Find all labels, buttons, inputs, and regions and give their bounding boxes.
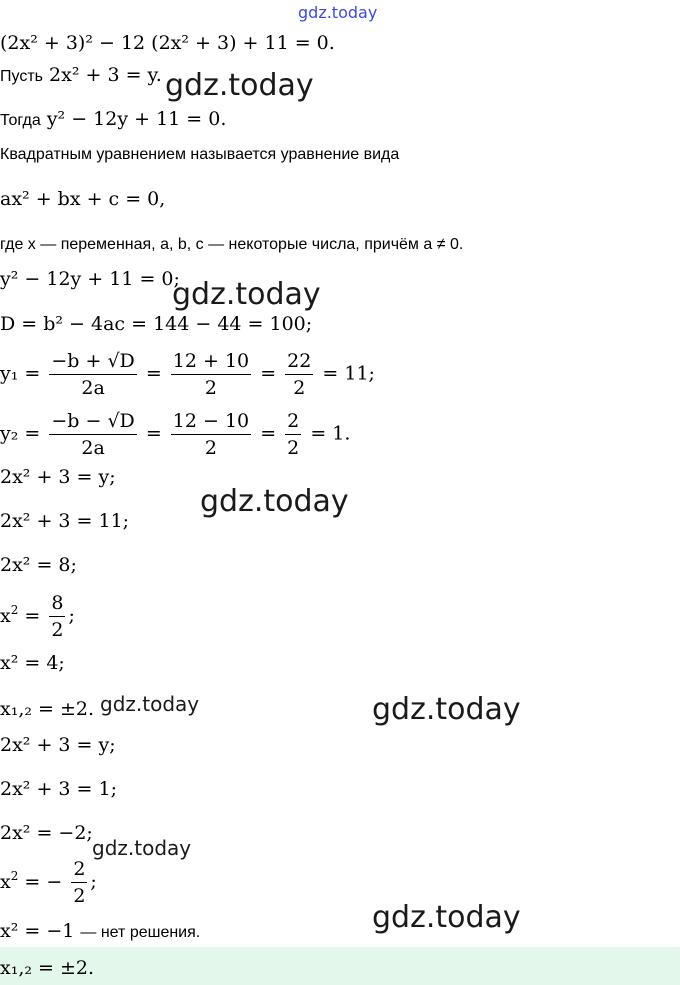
watermark-logo: gdz.today <box>92 836 192 860</box>
text-label: Пусть <box>0 68 43 85</box>
denominator: 2 <box>51 619 64 641</box>
step-line: 2x² = −2; <box>0 822 93 844</box>
denominator: 2a <box>81 437 105 459</box>
fraction <box>49 350 136 399</box>
no-solution-text: — нет решения. <box>80 924 201 941</box>
text-label: Тогда <box>0 112 41 129</box>
fraction <box>285 350 313 399</box>
denominator: 2a <box>81 377 105 399</box>
denominator: 2 <box>204 437 218 459</box>
watermark-logo: gdz.today <box>172 277 321 312</box>
math-expression: (2x² + 3)² − 12 (2x² + 3) + 11 = 0. <box>0 32 335 54</box>
watermark-logo: gdz.today <box>165 68 314 103</box>
math-expression: y² − 12y + 11 = 0. <box>46 108 227 130</box>
root-y1-line: y₁ = $\frac{-b + √D}{2a}$ = $\frac{12 + 10}{2}$ = $\frac{22}{2}$ = 11; <box>0 350 375 399</box>
substitution-line <box>0 64 162 86</box>
fraction <box>171 350 251 399</box>
math-expression: x² = −1 <box>0 920 75 942</box>
equation-line <box>0 32 335 54</box>
root-label: y₂ = <box>0 422 41 445</box>
fraction <box>49 410 136 459</box>
result: = 1. <box>310 422 351 445</box>
step-line: $x^2$ = − $\frac{2}{2}$ ; <box>0 858 97 907</box>
step-line: 2x² + 3 = y; <box>0 734 116 756</box>
watermark-logo: gdz.today <box>372 900 521 935</box>
watermark-logo: gdz.today <box>200 484 349 519</box>
step-line: 2x² + 3 = 11; <box>0 510 130 532</box>
step-line <box>0 920 200 942</box>
quadratic-equation: y² − 12y + 11 = 0; <box>0 268 180 290</box>
answer-box <box>0 947 680 985</box>
denominator: 2 <box>293 377 306 399</box>
watermark-top: gdz.today <box>298 3 378 22</box>
fraction <box>285 410 301 459</box>
numerator: −b − √D <box>49 410 136 435</box>
definition-text: Квадратным уравнением называется уравнение вида <box>0 146 400 163</box>
numerator: 22 <box>285 350 313 375</box>
step-line: x₁,₂ = ±2. <box>0 698 95 720</box>
denominator: 2 <box>204 377 218 399</box>
numerator: −b + √D <box>49 350 136 375</box>
denominator: 2 <box>73 885 86 907</box>
numerator: 8 <box>49 592 65 617</box>
numerator: 12 − 10 <box>171 410 251 435</box>
result: = 11; <box>322 362 375 385</box>
general-form: ax² + bx + c = 0, <box>0 188 166 210</box>
step-line: 2x² + 3 = 1; <box>0 778 117 800</box>
step-line: $x^2$ = $\frac{8}{2}$ ; <box>0 592 75 641</box>
fraction <box>49 592 65 641</box>
root-y2-line: y₂ = $\frac{-b - √D}{2a}$ = $\frac{12 - 10}{2}$ = $\frac{2}{2}$ = 1. <box>0 410 351 459</box>
fraction <box>171 410 251 459</box>
numerator: 2 <box>285 410 301 435</box>
root-label: y₁ = <box>0 362 41 385</box>
equation-line <box>0 108 226 130</box>
fraction <box>71 858 87 907</box>
watermark-logo: gdz.today <box>372 692 521 727</box>
step-line: 2x² = 8; <box>0 554 77 576</box>
discriminant-line: D = b² − 4ac = 144 − 44 = 100; <box>0 313 313 335</box>
denominator: 2 <box>287 437 300 459</box>
numerator: 2 <box>71 858 87 883</box>
step-line: 2x² + 3 = y; <box>0 466 116 488</box>
step-line: x² = 4; <box>0 652 65 674</box>
watermark-logo: gdz.today <box>100 692 200 716</box>
where-text: где x — переменная, a, b, c — некоторые числа, причём a ≠ 0. <box>0 236 464 253</box>
math-expression: 2x² + 3 = y. <box>49 64 162 86</box>
numerator: 12 + 10 <box>171 350 251 375</box>
answer-text: x₁,₂ = ±2. <box>0 957 95 979</box>
